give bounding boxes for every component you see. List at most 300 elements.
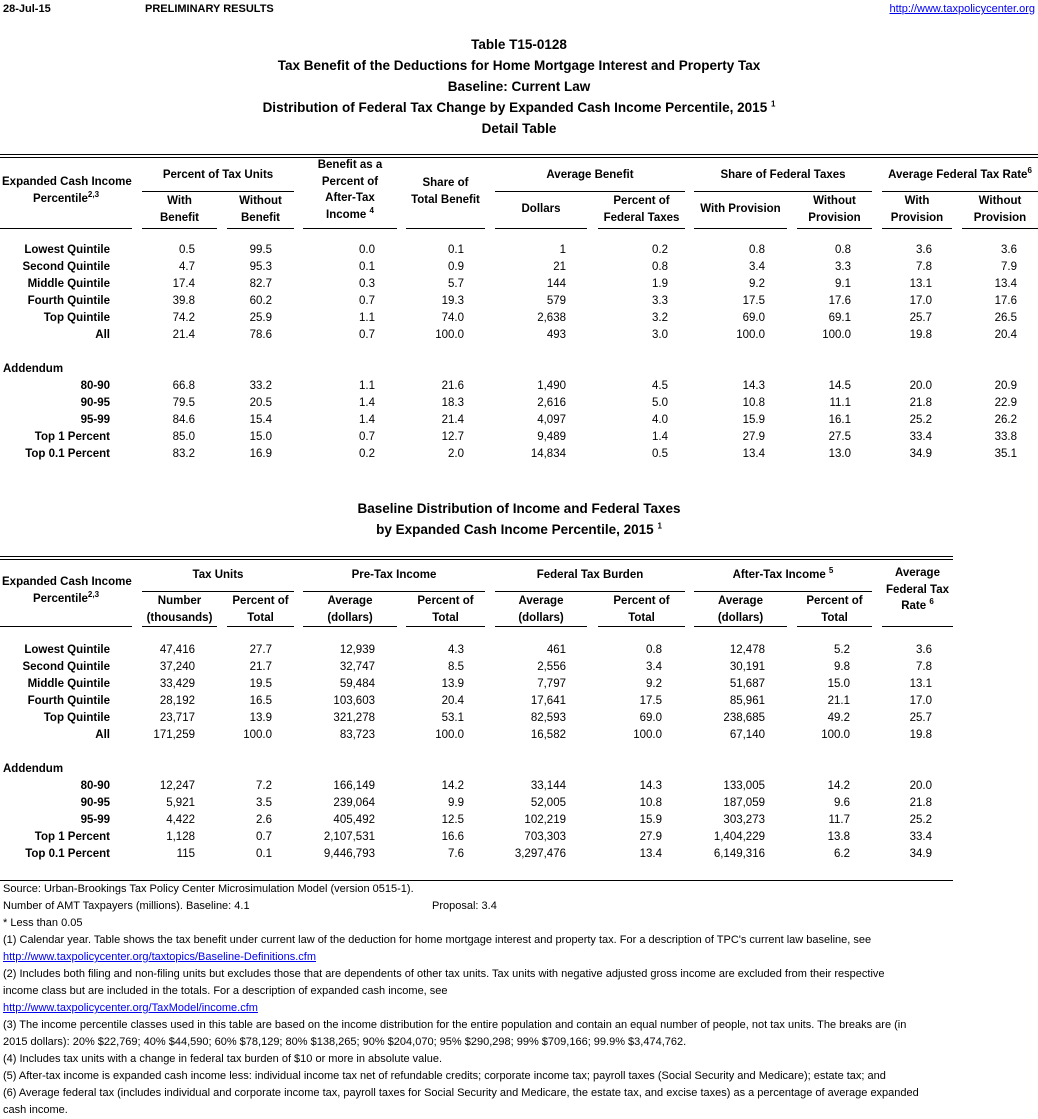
col-header-text: Provision <box>808 211 861 224</box>
header-rule <box>303 626 397 627</box>
footnote-marker: 2,3 <box>87 189 100 199</box>
header-rule <box>882 626 953 627</box>
row-label: Top Quintile <box>43 712 110 724</box>
table-cell: 33,429 <box>159 678 195 690</box>
addendum-label: Addendum <box>3 763 64 775</box>
table-cell: 4.7 <box>179 261 195 273</box>
header-rule <box>598 228 685 229</box>
table-cell: 35.1 <box>994 448 1017 460</box>
group-header-text: Average Federal Tax Rate <box>888 169 1028 181</box>
footnote-marker: 2,3 <box>87 589 100 599</box>
table-cell: 0.7 <box>359 329 375 341</box>
header-rule <box>694 228 787 229</box>
header-rule <box>142 626 217 627</box>
table-cell: 21.7 <box>249 661 272 673</box>
table-cell: 52,005 <box>530 797 566 809</box>
table-cell: 19.3 <box>441 295 464 307</box>
table-cell: 16.9 <box>249 448 272 460</box>
table-cell: 12.7 <box>441 431 464 443</box>
table-cell: 17.0 <box>909 295 932 307</box>
header-rule <box>495 626 587 627</box>
table-cell: 0.8 <box>835 244 851 256</box>
table-cell: 0.2 <box>652 244 668 256</box>
table-cell: 0.9 <box>448 261 464 273</box>
table-cell: 1,128 <box>166 831 195 843</box>
table-cell: 13.4 <box>742 448 765 460</box>
row-label: Second Quintile <box>22 661 110 673</box>
col-header-text: (dollars) <box>518 611 564 624</box>
row-label: Middle Quintile <box>27 278 110 290</box>
col-header-text: With <box>167 195 192 207</box>
col-header-pct-federal-taxes <box>598 193 685 226</box>
table-cell: 34.9 <box>909 448 932 460</box>
group-header-share-fed-taxes: Share of Federal Taxes <box>720 169 846 181</box>
table-cell: 10.8 <box>742 397 765 409</box>
table-cell: 19.8 <box>909 729 932 741</box>
row-label: Top Quintile <box>43 312 110 324</box>
col-header-text: (dollars) <box>717 611 764 624</box>
col-header-average <box>303 593 397 626</box>
table-cell: 27.7 <box>249 644 272 656</box>
row-label: 95-99 <box>80 814 110 826</box>
table-cell: 21.8 <box>909 397 932 409</box>
col-header-pct-total <box>406 593 485 626</box>
header-rule <box>797 228 872 229</box>
col-header-avg-rate <box>882 565 953 615</box>
header-rule <box>797 626 872 627</box>
row-label: 90-95 <box>80 797 110 809</box>
group-rule <box>142 591 294 592</box>
table-cell: 2,616 <box>537 397 566 409</box>
footnote-6-cont: cash income. <box>3 1104 68 1116</box>
table-cell: 6.2 <box>834 848 850 860</box>
table-cell: 9.8 <box>834 661 850 673</box>
table-cell: 100.0 <box>633 729 662 741</box>
income-definition-link[interactable]: http://www.taxpolicycenter.org/TaxModel/income.cfm <box>3 1002 258 1014</box>
table-cell: 27.9 <box>639 831 662 843</box>
table-subtitle-text: Distribution of Federal Tax Change by Expanded Cash Income Percentile, 2015 <box>262 100 768 115</box>
table-cell: 7.8 <box>916 661 932 673</box>
footnote-marker: 1 <box>770 99 776 109</box>
amt-proposal-note: Proposal: 3.4 <box>432 900 497 912</box>
footnote-5: (5) After-tax income is expanded cash income less: individual income tax net of refundable credits; corporate income tax; payroll taxes (Social Security and Medicare); estate tax; and <box>3 1070 886 1082</box>
table-cell: 25.7 <box>909 712 932 724</box>
col-header-text: With <box>904 195 930 207</box>
table-cell: 3.3 <box>835 261 851 273</box>
table-cell: 238,685 <box>723 712 765 724</box>
table-cell: 100.0 <box>821 729 850 741</box>
row-label: Fourth Quintile <box>27 695 110 707</box>
header-rule <box>0 228 132 229</box>
table-cell: 303,273 <box>723 814 765 826</box>
table-cell: 1 <box>559 244 566 256</box>
table-cell: 4.5 <box>652 380 668 392</box>
col-header-text: Federal Taxes <box>603 211 680 224</box>
table-cell: 21.4 <box>172 329 195 341</box>
table-cell: 8.5 <box>448 661 464 673</box>
table-cell: 49.2 <box>827 712 850 724</box>
table-cell: 14.5 <box>828 380 851 392</box>
group-rule <box>495 591 685 592</box>
col-header-pct-total <box>598 593 685 626</box>
col-header-average <box>694 593 787 626</box>
table-cell: 10.8 <box>639 797 662 809</box>
table-cell: 171,259 <box>153 729 195 741</box>
table-cell: 0.2 <box>359 448 375 460</box>
table-cell: 20.4 <box>994 329 1017 341</box>
row-label: Lowest Quintile <box>24 644 110 656</box>
table-cell: 16.5 <box>249 695 272 707</box>
group-header-avg-rate <box>882 167 1038 184</box>
table-cell: 15.0 <box>827 678 850 690</box>
group-header-aftertax <box>694 567 872 584</box>
table-cell: 5,921 <box>166 797 195 809</box>
table-cell: 4,097 <box>537 414 566 426</box>
col-header-with-benefit <box>142 193 217 226</box>
table-cell: 82,593 <box>530 712 566 724</box>
col-header-text: Without <box>978 195 1022 207</box>
col-header-text: Percent of <box>613 595 670 607</box>
group-header-pretax: Pre-Tax Income <box>351 569 437 581</box>
table-cell: 7,797 <box>537 678 566 690</box>
header-rule <box>406 626 485 627</box>
row-label: Top 0.1 Percent <box>25 448 110 460</box>
table-cell: 20.4 <box>441 695 464 707</box>
table-cell: 17,641 <box>530 695 566 707</box>
table-cell: 144 <box>546 278 566 290</box>
table-cell: 7.2 <box>256 780 272 792</box>
table-cell: 13.1 <box>909 278 932 290</box>
baseline-definitions-link[interactable]: http://www.taxpolicycenter.org/taxtopics/Baseline-Definitions.cfm <box>3 951 317 963</box>
table-cell: 0.3 <box>359 278 375 290</box>
table-cell: 11.1 <box>829 397 851 409</box>
table-cell: 18.3 <box>441 397 464 409</box>
table-cell: 9.1 <box>835 278 851 290</box>
table-cell: 579 <box>546 295 566 307</box>
row-header-line1: Expanded Cash Income <box>2 176 132 188</box>
row-label: All <box>95 729 110 741</box>
table-cell: 28,192 <box>159 695 195 707</box>
table-cell: 20.0 <box>909 380 932 392</box>
table-cell: 7.9 <box>1001 261 1017 273</box>
table-cell: 17.5 <box>639 695 662 707</box>
table-cell: 33.8 <box>994 431 1017 443</box>
table-cell: 67,140 <box>729 729 765 741</box>
table-cell: 34.9 <box>909 848 932 860</box>
header-rule <box>882 228 952 229</box>
table-cell: 69.0 <box>639 712 662 724</box>
col-header-pct-total <box>227 593 294 626</box>
table-cell: 99.5 <box>249 244 272 256</box>
table-cell: 0.1 <box>359 261 375 273</box>
header-rule <box>303 228 397 229</box>
footnote-2-cont: income class but are included in the totals. For a description of expanded cash income, see <box>3 985 448 997</box>
row-label: 80-90 <box>80 380 110 392</box>
table-cell: 0.7 <box>359 431 375 443</box>
table-cell: 1.4 <box>359 397 375 409</box>
table-cell: 19.8 <box>909 329 932 341</box>
group-header-text: After-Tax Income <box>732 569 826 581</box>
table-cell: 17.5 <box>742 295 765 307</box>
col-header-pct-total <box>797 593 872 626</box>
table-cell: 19.5 <box>249 678 272 690</box>
header-rule <box>962 228 1038 229</box>
table-cell: 20.5 <box>249 397 272 409</box>
table-cell: 13.9 <box>441 678 464 690</box>
table-cell: 66.8 <box>172 380 195 392</box>
col-header-text <box>882 598 953 615</box>
table-baseline: Baseline: Current Law <box>447 79 591 94</box>
table-cell: 3.6 <box>1001 244 1017 256</box>
report-status: PRELIMINARY RESULTS <box>145 3 274 15</box>
table-cell: 4,422 <box>166 814 195 826</box>
table-cell: 6,149,316 <box>713 848 765 860</box>
table-cell: 0.5 <box>652 448 668 460</box>
table-cell: 15.9 <box>639 814 662 826</box>
table-cell: 103,603 <box>333 695 375 707</box>
amt-baseline-note: Number of AMT Taxpayers (millions). Baseline: 4.1 <box>3 900 250 912</box>
table-cell: 17.4 <box>172 278 195 290</box>
col-header-text: Total Benefit <box>411 193 480 206</box>
col-header-text: (thousands) <box>146 611 213 624</box>
table-cell: 0.7 <box>359 295 375 307</box>
group-rule <box>694 591 872 592</box>
col-header-text: Total <box>432 611 459 624</box>
table-cell: 133,005 <box>723 780 765 792</box>
table-cell: 14.3 <box>742 380 765 392</box>
table-cell: 7.6 <box>448 848 464 860</box>
table-cell: 9.2 <box>646 678 662 690</box>
row-header-text: Percentile <box>32 592 88 605</box>
col-header-dollars: Dollars <box>521 203 561 215</box>
table-cell: 14.2 <box>441 780 464 792</box>
footnote-1: (1) Calendar year. Table shows the tax benefit under current law of the deduction for home mortgage interest and property tax. For a description of TPC's current law baseline, see <box>3 934 872 946</box>
table-cell: 25.9 <box>249 312 272 324</box>
footnote-6: (6) Average federal tax (includes individual and corporate income tax, payroll taxes for Social Security and Medicare, the estate tax, and excise taxes) as a percentage of average expanded <box>3 1087 919 1099</box>
baseline-table-subtitle-text: by Expanded Cash Income Percentile, 2015 <box>376 522 654 537</box>
col-header-text: Percent of <box>613 195 670 207</box>
table-cell: 3.3 <box>652 295 668 307</box>
table-cell: 20.0 <box>909 780 932 792</box>
baseline-table-subtitle <box>0 522 1038 537</box>
col-header-number <box>142 593 217 626</box>
row-label: 95-99 <box>80 414 110 426</box>
col-header-with-provision-share: With Provision <box>700 203 781 215</box>
table-cell: 23,717 <box>159 712 195 724</box>
baseline-table-title: Baseline Distribution of Income and Federal Taxes <box>357 501 681 516</box>
footnote-3-cont: 2015 dollars): 20% $22,769; 40% $44,590; 60% $78,129; 80% $138,265; 90% $204,070; 95% $290,298; 99% $709,166; 99.9% $3,474,762. <box>3 1036 687 1048</box>
table-cell: 13.0 <box>828 448 851 460</box>
table-cell: 13.8 <box>827 831 850 843</box>
table-cell: 39.8 <box>172 295 195 307</box>
table-cell: 13.4 <box>994 278 1017 290</box>
row-header <box>2 574 130 607</box>
table-cell: 33.4 <box>909 831 932 843</box>
table-cell: 461 <box>546 644 566 656</box>
table-title: Tax Benefit of the Deductions for Home Mortgage Interest and Property Tax <box>277 58 761 73</box>
group-rule <box>303 591 485 592</box>
table-cell: 9.9 <box>448 797 464 809</box>
table-cell: 16.1 <box>828 414 851 426</box>
col-header-text: Without <box>813 195 856 207</box>
col-header-without-benefit <box>227 193 294 226</box>
table-cell: 95.3 <box>249 261 272 273</box>
table-top-rule-2 <box>0 157 1038 158</box>
header-rule <box>227 228 294 229</box>
footnote-marker: 6 <box>929 597 934 607</box>
col-header-with-provision-rate <box>882 193 952 226</box>
table-cell: 14.2 <box>827 780 850 792</box>
table-cell: 60.2 <box>249 295 272 307</box>
table-cell: 12,939 <box>339 644 375 656</box>
table-cell: 32,747 <box>339 661 375 673</box>
col-header-text: Average <box>718 595 763 607</box>
table-cell: 15.4 <box>249 414 272 426</box>
table-cell: 5.0 <box>652 397 668 409</box>
col-header-text: Total <box>628 611 655 624</box>
table-cell: 79.5 <box>172 397 195 409</box>
group-rule <box>495 191 685 192</box>
table-cell: 0.8 <box>749 244 765 256</box>
table-cell: 16,582 <box>530 729 566 741</box>
table-cell: 405,492 <box>333 814 375 826</box>
col-header-text: Provision <box>973 211 1027 224</box>
col-header-text: Without <box>239 195 282 207</box>
col-header-text: (dollars) <box>327 611 373 624</box>
table-cell: 78.6 <box>249 329 272 341</box>
table-subtitle <box>0 100 1038 115</box>
col-header-text: Number <box>157 595 202 607</box>
table-cell: 493 <box>546 329 566 341</box>
table-cell: 12.5 <box>441 814 464 826</box>
table-cell: 3.0 <box>652 329 668 341</box>
table-cell: 3.6 <box>916 644 932 656</box>
tpc-website-link[interactable]: http://www.taxpolicycenter.org <box>889 3 1035 15</box>
less-than-note: * Less than 0.05 <box>3 917 83 929</box>
col-header-text: Percent of <box>806 595 863 607</box>
row-label: 80-90 <box>80 780 110 792</box>
table-cell: 0.0 <box>359 244 375 256</box>
table-cell: 7.8 <box>916 261 932 273</box>
header-rule <box>598 626 685 627</box>
group-header-fed-burden: Federal Tax Burden <box>536 569 644 581</box>
col-header-benefit-pct <box>303 157 397 223</box>
group-rule <box>882 191 1038 192</box>
col-header-average <box>495 593 587 626</box>
table-cell: 17.6 <box>994 295 1017 307</box>
table-cell: 2.0 <box>448 448 464 460</box>
table-cell: 12,478 <box>729 644 765 656</box>
group-header-tax-units: Tax Units <box>192 569 244 581</box>
report-date: 28-Jul-15 <box>3 3 51 15</box>
table-cell: 5.7 <box>448 278 464 290</box>
table-cell: 33.2 <box>249 380 272 392</box>
header-rule <box>142 228 217 229</box>
table-cell: 0.1 <box>256 848 272 860</box>
table-cell: 1.9 <box>652 278 668 290</box>
table-cell: 0.5 <box>179 244 195 256</box>
table-cell: 9.2 <box>749 278 765 290</box>
table-cell: 0.1 <box>448 244 464 256</box>
table-cell: 14.3 <box>639 780 662 792</box>
header-rule <box>0 626 132 627</box>
table-top-rule <box>0 556 953 557</box>
col-header-text: Percent of <box>321 175 379 188</box>
table-cell: 33.4 <box>909 431 932 443</box>
table-cell: 85,961 <box>729 695 765 707</box>
col-header-without-provision-share <box>797 193 872 226</box>
table-cell: 5.2 <box>834 644 850 656</box>
table-cell: 3,297,476 <box>514 848 566 860</box>
table-cell: 100.0 <box>435 329 464 341</box>
table-cell: 22.9 <box>994 397 1017 409</box>
row-header-line2 <box>2 191 130 208</box>
table-cell: 2.6 <box>256 814 272 826</box>
group-header-pct-tax-units: Percent of Tax Units <box>162 169 274 181</box>
table-cell: 21.6 <box>441 380 464 392</box>
table-cell: 11.7 <box>828 814 850 826</box>
table-cell: 47,416 <box>159 644 195 656</box>
table-cell: 25.2 <box>909 414 932 426</box>
col-header-text: Share of <box>422 177 469 189</box>
table-cell: 25.7 <box>909 312 932 324</box>
table-cell: 3.2 <box>652 312 668 324</box>
table-cell: 115 <box>176 848 195 860</box>
table-cell: 53.1 <box>441 712 464 724</box>
footnote-3: (3) The income percentile classes used in this table are based on the income distribution for the entire population and contain an equal number of people, not tax units. The breaks are (in <box>3 1019 907 1031</box>
table-cell: 13.9 <box>249 712 272 724</box>
footnote-2: (2) Includes both filing and non-filing units but excludes those that are dependents of other tax units. Tax units with negative adjusted gross income are excluded from their respective <box>3 968 885 980</box>
table-cell: 703,303 <box>524 831 566 843</box>
row-label: Top 1 Percent <box>34 831 110 843</box>
row-header-text: Percentile <box>32 192 88 205</box>
table-cell: 82.7 <box>249 278 272 290</box>
footnote-marker: 6 <box>1027 166 1032 176</box>
col-header-text: Average <box>895 567 940 579</box>
table-cell: 15.0 <box>249 431 272 443</box>
table-cell: 1,490 <box>537 380 566 392</box>
col-header-text: Average <box>518 595 564 607</box>
table-cell: 21.8 <box>909 797 932 809</box>
col-header-text: Benefit <box>241 211 280 224</box>
table-cell: 13.1 <box>909 678 932 690</box>
row-label: Fourth Quintile <box>27 295 110 307</box>
table-cell: 25.2 <box>909 814 932 826</box>
header-rule <box>495 228 587 229</box>
table-cell: 69.0 <box>742 312 765 324</box>
table-cell: 26.2 <box>994 414 1017 426</box>
footnote-marker: 5 <box>828 566 834 576</box>
header-rule <box>406 228 485 229</box>
header-rule <box>694 626 787 627</box>
table-cell: 3.4 <box>749 261 765 273</box>
row-label: Lowest Quintile <box>24 244 110 256</box>
col-header-without-provision-rate <box>962 193 1038 226</box>
col-header-text: After-Tax <box>325 192 375 204</box>
table-cell: 74.2 <box>172 312 195 324</box>
table-cell: 17.0 <box>909 695 932 707</box>
table-cell: 83.2 <box>172 448 195 460</box>
table-cell: 21.4 <box>441 414 464 426</box>
table-top-rule-2 <box>0 559 953 560</box>
col-header-text: Total <box>821 611 848 624</box>
col-header-text: Benefit as a <box>317 159 383 171</box>
col-header-text: Percent of <box>417 595 474 607</box>
table-cell: 26.5 <box>994 312 1017 324</box>
table-cell: 30,191 <box>729 661 765 673</box>
row-label: Second Quintile <box>22 261 110 273</box>
table-cell: 0.8 <box>652 261 668 273</box>
